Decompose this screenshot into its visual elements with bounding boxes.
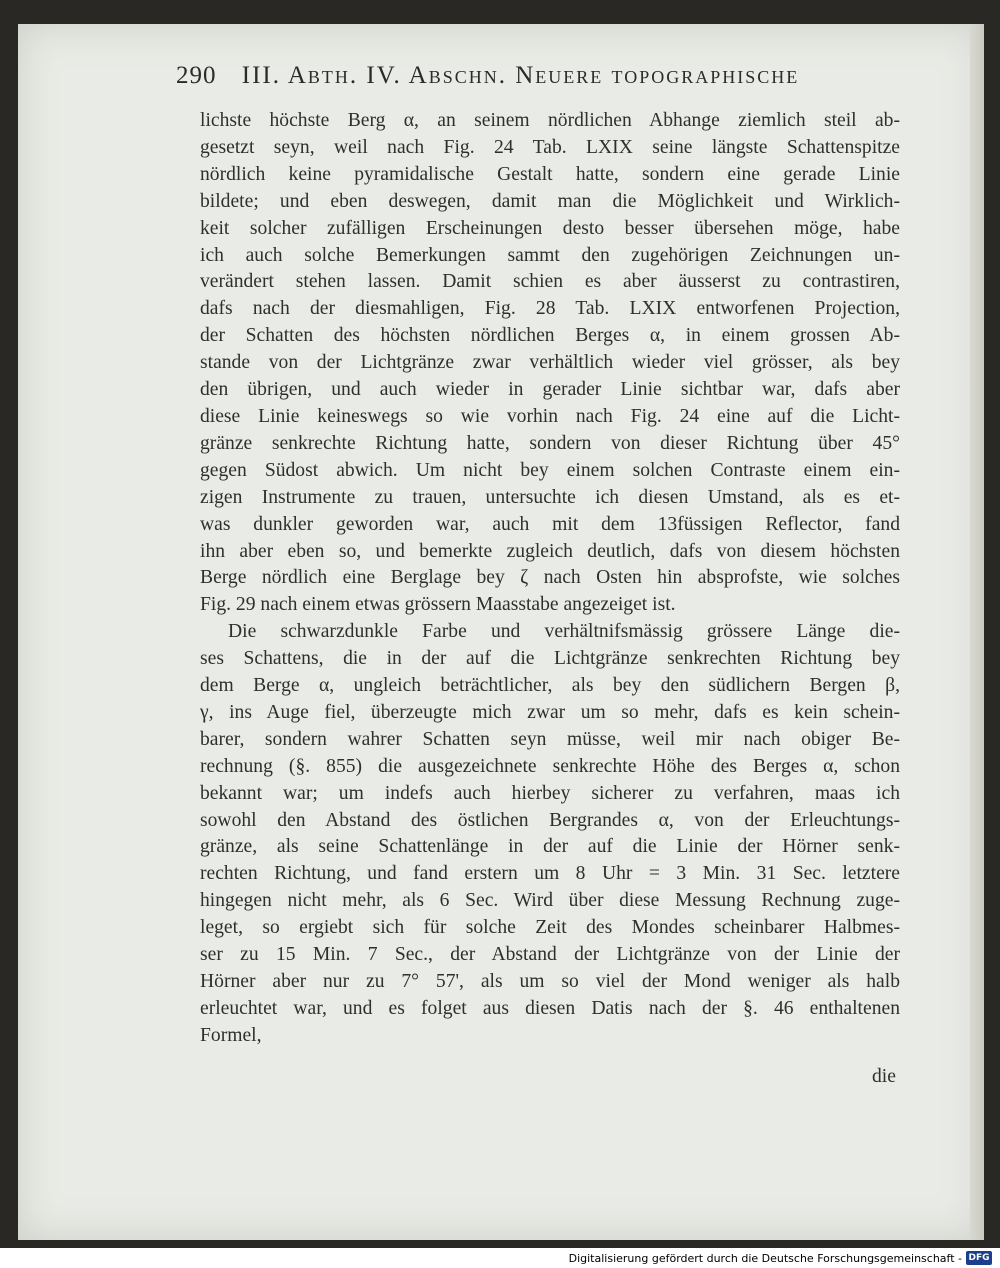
text-line: rechten Richtung, und fand erstern um 8 Uhr = 3 Min. 31 Sec. letztere bbox=[200, 863, 900, 885]
text-line: bildete; und eben deswegen, damit man die Möglichkeit und Wirklich- bbox=[200, 190, 900, 212]
text-line: Berge nördlich eine Berglage bey ζ nach Osten hin absprofste, wie solches bbox=[200, 567, 900, 589]
text-line: bekannt war; um indefs auch hierbey sicherer zu verfahren, maas ich bbox=[200, 782, 900, 804]
text-line: den übrigen, und auch wieder in gerader Linie sichtbar war, dafs aber bbox=[200, 379, 900, 401]
digitization-credit: Digitalisierung gefördert durch die Deutsche Forschungsgemeinschaft - bbox=[568, 1252, 962, 1265]
text-line: was dunkler geworden war, auch mit dem 13füssigen Reflector, fand bbox=[200, 513, 900, 535]
text-line: leget, so ergiebt sich für solche Zeit des Mondes scheinbarer Halbmes- bbox=[200, 917, 900, 939]
text-line: diese Linie keineswegs so wie vorhin nach Fig. 24 eine auf die Licht- bbox=[200, 405, 900, 427]
text-line: Fig. 29 nach einem etwas grössern Maasstabe angezeiget ist. bbox=[200, 594, 676, 616]
text-line: lichste höchste Berg α, an seinem nördlichen Abhange ziemlich steil ab- bbox=[200, 110, 900, 131]
text-line: rechnung (§. 855) die ausgezeichnete senkrechte Höhe des Berges α, schon bbox=[200, 755, 900, 777]
text-line: gesetzt seyn, weil nach Fig. 24 Tab. LXIX seine längste Schattenspitze bbox=[200, 136, 900, 158]
text-line: barer, sondern wahrer Schatten seyn müsse, weil mir nach obiger Be- bbox=[200, 728, 900, 750]
text-line: nördlich keine pyramidalische Gestalt hatte, sondern eine gerade Linie bbox=[200, 163, 900, 185]
text-line: hingegen nicht mehr, als 6 Sec. Wird über diese Messung Rechnung zuge- bbox=[200, 890, 900, 912]
text-line: der Schatten des höchsten nördlichen Berges α, in einem grossen Ab- bbox=[200, 325, 900, 347]
text-line: ihn aber eben so, und bemerkte zugleich deutlich, dafs von diesem höchsten bbox=[200, 540, 900, 562]
text-line: ser zu 15 Min. 7 Sec., der Abstand der Lichtgränze von der Linie der bbox=[200, 944, 900, 966]
text-line: dafs nach der diesmahligen, Fig. 28 Tab. LXIX entworfenen Projection, bbox=[200, 298, 900, 320]
text-line: gegen Südost abwich. Um nicht bey einem solchen Contraste einem ein- bbox=[200, 459, 900, 481]
text-line: erleuchtet war, und es folget aus diesen Datis nach der §. 46 enthaltenen bbox=[200, 997, 900, 1019]
text-line: sowohl den Abstand des östlichen Bergrandes α, von der Erleuchtungs- bbox=[200, 809, 900, 831]
text-line: gränze, als seine Schattenlänge in der auf die Linie der Hörner senk- bbox=[200, 836, 900, 858]
page-edge bbox=[970, 24, 984, 1240]
running-title: III. Abth. IV. Abschn. Neuere topographische bbox=[241, 62, 800, 89]
text-line: dem Berge α, ungleich beträchtlicher, als bey den südlichern Bergen β, bbox=[200, 675, 900, 697]
body-text bbox=[200, 108, 900, 1050]
text-line: Formel, bbox=[200, 1024, 262, 1046]
text-line: Die schwarzdunkle Farbe und verhältnifsmässig grössere Länge die- bbox=[228, 621, 900, 643]
dfg-logo-icon: DFG bbox=[966, 1251, 992, 1265]
text-line: Hörner aber nur zu 7° 57', als um so viel der Mond weniger als halb bbox=[200, 971, 900, 992]
text-line: verändert stehen lassen. Damit schien es aber äusserst zu contrastiren, bbox=[200, 271, 900, 293]
text-line: ses Schattens, die in der auf die Lichtgränze senkrechten Richtung bey bbox=[200, 648, 900, 670]
text-line: ich auch solche Bemerkungen sammt den zugehörigen Zeichnungen un- bbox=[200, 244, 900, 266]
page-number: 290 bbox=[176, 62, 217, 89]
catchword: die bbox=[872, 1066, 896, 1087]
text-line: keit solcher zufälligen Erscheinungen desto besser übersehen möge, habe bbox=[200, 217, 900, 239]
running-header bbox=[176, 62, 836, 90]
text-line: gränze senkrechte Richtung hatte, sondern von dieser Richtung über 45° bbox=[200, 432, 900, 454]
text-line: stande von der Lichtgränze zwar verhältlich wieder viel grösser, als bey bbox=[200, 352, 900, 374]
text-line: γ, ins Auge fiel, überzeugte mich zwar um so mehr, dafs es kein schein- bbox=[200, 701, 900, 723]
text-line: zigen Instrumente zu trauen, untersuchte ich diesen Umstand, als es et- bbox=[200, 486, 900, 508]
